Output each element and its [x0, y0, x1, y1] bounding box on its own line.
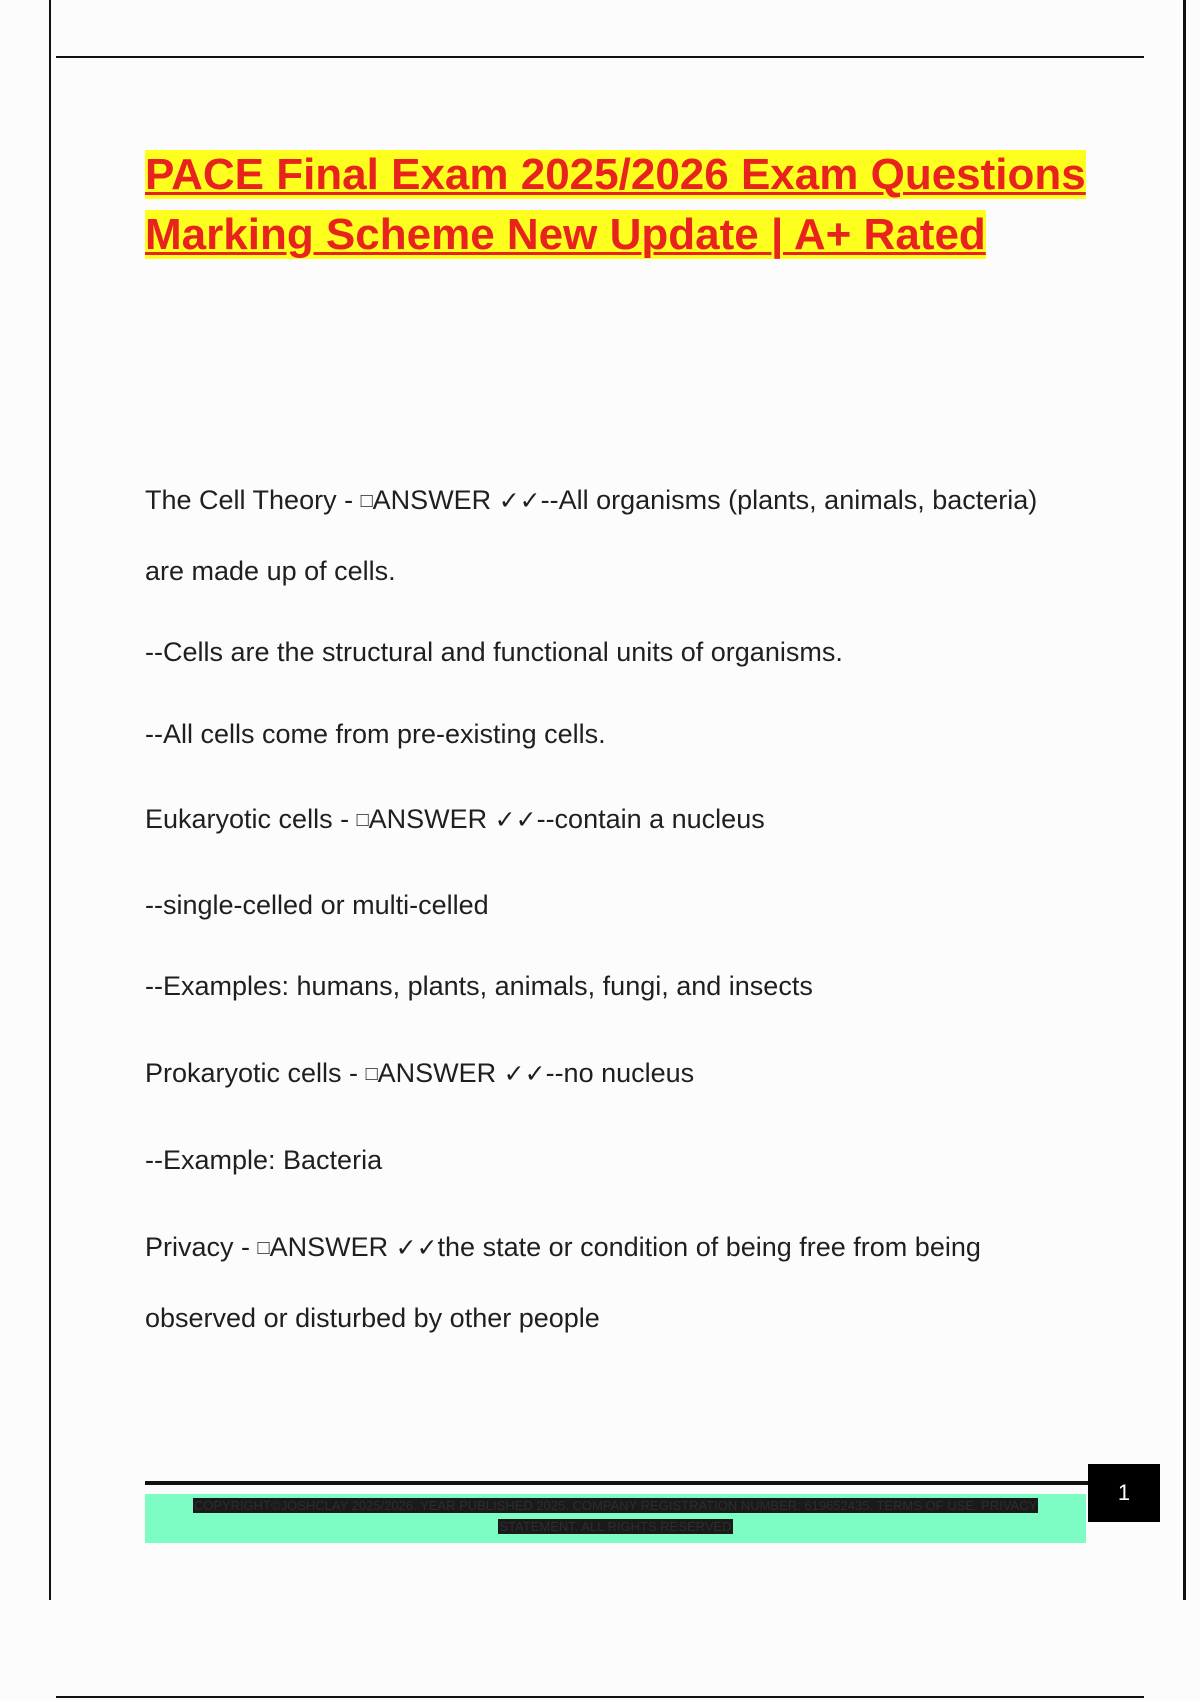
page-number: 1 — [1088, 1464, 1160, 1522]
answer-text: the state or condition of being free from being — [437, 1232, 981, 1262]
answer-text: --no nucleus — [545, 1058, 695, 1088]
qa-entry-prokaryotic — [145, 1053, 1095, 1094]
qa-entry-cell-theory — [145, 480, 1095, 521]
double-check-icon: ✓✓ — [494, 805, 537, 834]
qa-entry-privacy — [145, 1227, 1095, 1268]
page-right-border — [1183, 0, 1186, 1600]
page-left-border — [49, 0, 51, 1600]
document-title: PACE Final Exam 2025/2026 Exam Questions Marking Scheme New Update | A+ Rated — [145, 150, 1086, 259]
answer-label: ANSWER — [269, 1232, 396, 1262]
term: Eukaryotic cells - — [145, 804, 357, 834]
double-check-icon: ✓✓ — [395, 1233, 438, 1262]
answer-line: are made up of cells. — [145, 556, 396, 586]
answer-line: --single-celled or multi-celled — [145, 890, 489, 920]
answer-text: --contain a nucleus — [536, 804, 765, 834]
term: Privacy - — [145, 1232, 258, 1262]
answer-line: observed or disturbed by other people — [145, 1303, 600, 1333]
answer-line: --Cells are the structural and functional units of organisms. — [145, 637, 843, 667]
missing-glyph-icon: □ — [360, 490, 373, 512]
answer-line: --Example: Bacteria — [145, 1145, 383, 1175]
page-bottom-rule — [56, 1696, 1144, 1698]
copyright-line-2: STATEMENT. ALL RIGHTS RESERVED — [499, 1519, 732, 1534]
missing-glyph-icon: □ — [356, 809, 369, 831]
double-check-icon: ✓✓ — [503, 1059, 546, 1088]
term: Prokaryotic cells - — [145, 1058, 366, 1088]
answer-line: --All cells come from pre-existing cells. — [145, 719, 606, 749]
answer-text: --All organisms (plants, animals, bacteria) — [540, 485, 1038, 515]
answer-label: ANSWER — [372, 485, 499, 515]
term: The Cell Theory - — [145, 485, 361, 515]
missing-glyph-icon: □ — [257, 1237, 270, 1259]
footer-rule — [145, 1481, 1088, 1485]
copyright-line-1: COPYRIGHT©JOSHCLAY 2025/2026. YEAR PUBLISHED 2025. COMPANY REGISTRATION NUMBER: 619652435. TERMS OF USE. PRIVACY — [193, 1498, 1038, 1513]
double-check-icon: ✓✓ — [498, 486, 541, 515]
qa-entry-eukaryotic — [145, 799, 1095, 840]
answer-label: ANSWER — [377, 1058, 504, 1088]
answer-label: ANSWER — [368, 804, 495, 834]
copyright-footer — [145, 1494, 1086, 1543]
missing-glyph-icon: □ — [365, 1063, 378, 1085]
answer-line: --Examples: humans, plants, animals, fungi, and insects — [145, 971, 813, 1001]
header-rule — [56, 56, 1144, 58]
